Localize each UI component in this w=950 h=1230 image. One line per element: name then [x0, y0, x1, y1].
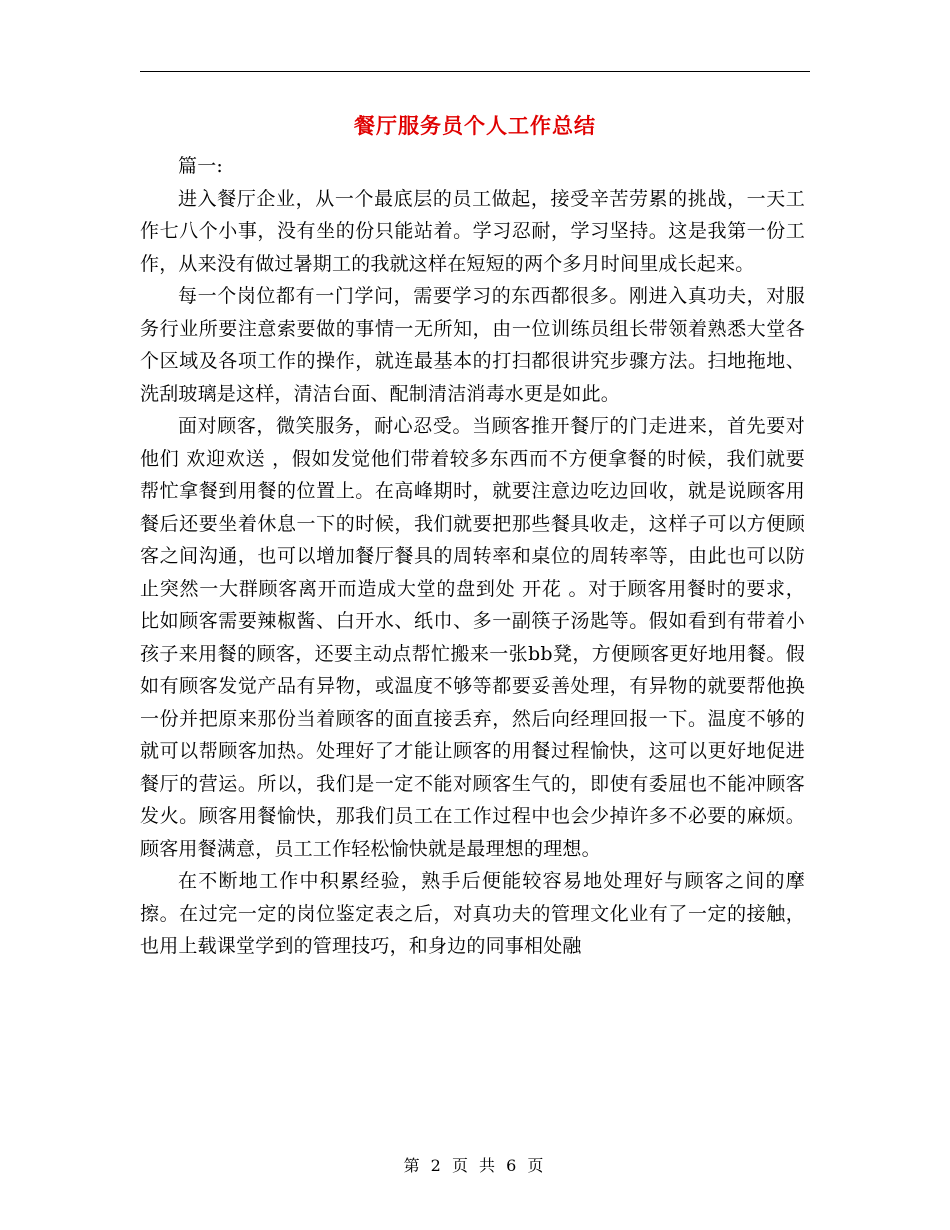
body-paragraph: 每一个岗位都有一门学问，需要学习的东西都很多。刚进入真功夫，对服务行业所要注意索要做的事情一无所知，由一位训练员组长带领着熟悉大堂各个区域及各项工作的操作，就连最基本的打扫都很讲究步骤方法。扫地拖地、洗刮玻璃是这样，清洁台面、配制清洁消毒水更是如此。 — [140, 285, 805, 405]
page-number-footer: 第 2 页 共 6 页 — [403, 1156, 547, 1175]
section-label: 篇一: — [178, 155, 224, 177]
header-rule — [140, 71, 810, 72]
document-title: 餐厅服务员个人工作总结 — [354, 114, 596, 138]
body-paragraph: 面对顾客，微笑服务，耐心忍受。当顾客推开餐厅的门走进来，首先要对他们 欢迎欢送 ，假如发觉他们带着较多东西而不方便拿餐的时候，我们就要帮忙拿餐到用餐的位置上。在高峰期时，就要注意边吃边回收，就是说顾客用餐后还要坐着休息一下的时候，我们就要把那些餐具收走，这样子可以方便顾客之间沟通，也可以增加餐厅餐具的周转率和桌位的周转率等，由此也可以防止突然一大群顾客离开而造成大堂的盘到处 开花 。对于顾客用餐时的要求，比如顾客需要辣椒酱、白开水、纸巾、多一副筷子汤匙等。假如看到有带着小孩子来用餐的顾客，还要主动点帮忙搬来一张bb凳，方便顾客更好地用餐。假如有顾客发觉产品有异物，或温度不够等都要妥善处理，有异物的就要帮他换一份并把原来那份当着顾客的面直接丢弃，然后向经理回报一下。温度不够的就可以帮顾客加热。处理好了才能让顾客的用餐过程愉快，这可以更好地促进餐厅的营运。所以，我们是一定不能对顾客生气的，即使有委屈也不能冲顾客发火。顾客用餐愉快，那我们员工在工作过程中也会少掉许多不必要的麻烦。顾客用餐满意，员工工作轻松愉快就是最理想的理想。 — [140, 415, 805, 860]
body-paragraph: 进入餐厅企业，从一个最底层的员工做起，接受辛苦劳累的挑战，一天工作七八个小事，没有坐的份只能站着。学习忍耐，学习坚持。这是我第一份工作，从来没有做过暑期工的我就这样在短短的两个多月时间里成长起来。 — [140, 187, 805, 275]
document-body — [140, 150, 805, 963]
body-paragraph: 在不断地工作中积累经验，熟手后便能较容易地处理好与顾客之间的摩擦。在过完一定的岗位鉴定表之后，对真功夫的管理文化业有了一定的接触，也用上载课堂学到的管理技巧，和身边的同事相处融 — [140, 870, 805, 957]
